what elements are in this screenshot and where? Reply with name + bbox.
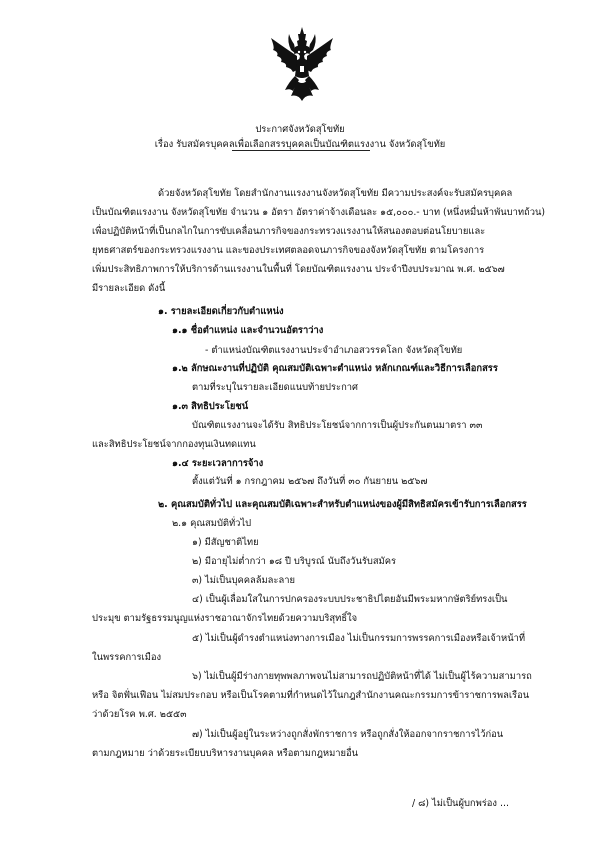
- qualification-item-5-line-2: ในพรรคการเมือง: [92, 652, 162, 663]
- qualification-item-6-line-3: ว่าด้วยโรค พ.ศ. ๒๕๕๓: [92, 709, 187, 720]
- intro-line-1: ด้วยจังหวัดสุโขทัย โดยสำนักงานแรงงานจังหวัดสุโขทัย มีความประสงค์จะรับสมัครบุคคล: [158, 188, 513, 199]
- qualification-item-6-line-1: ๖) ไม่เป็นผู้มีร่างกายทุพพลภาพจนไม่สามารถปฏิบัติหน้าที่ได้ ไม่เป็นผู้ไร้ความสามารถ: [192, 671, 532, 682]
- qualification-item-5-line-1: ๕) ไม่เป็นผู้ดำรงตำแหน่งทางการเมือง ไม่เป็นกรรมการพรรคการเมืองหรือเจ้าหน้าที่: [192, 633, 526, 644]
- qualification-item-1: ๑) มีสัญชาติไทย: [192, 537, 259, 548]
- intro-line-3: เพื่อปฏิบัติหน้าที่เป็นกลไกในการขับเคลื่อนภารกิจของกระทรวงแรงงานให้สนองตอบต่อนโยบายและ: [92, 226, 486, 237]
- section-1-heading: ๑. รายละเอียดเกี่ยวกับตำแหน่ง: [158, 306, 284, 317]
- section-1-3-heading: ๑.๓ สิทธิประโยชน์: [172, 401, 249, 412]
- qualification-item-3: ๓) ไม่เป็นบุคคลล้มละลาย: [192, 575, 295, 586]
- qualification-item-7-line-1: ๗) ไม่เป็นผู้อยู่ในระหว่างถูกสั่งพักราชการ หรือถูกสั่งให้ออกจากราชการไว้ก่อน: [192, 729, 504, 740]
- section-1-4-text: ตั้งแต่วันที่ ๑ กรกฎาคม ๒๕๖๗ ถึงวันที่ ๓๐ กันยายน ๒๕๖๗: [192, 476, 428, 487]
- qualification-item-6-line-2: หรือ จิตฟั่นเฟือน ไม่สมประกอบ หรือเป็นโรคตามที่กำหนดไว้ในกฎสำนักงานคณะกรรมการข้าราชการพลเรือน: [92, 690, 530, 701]
- section-1-1-text: - ตำแหน่งบัณฑิตแรงงานประจำอำเภอสวรรคโลก จังหวัดสุโขทัย: [205, 345, 463, 356]
- section-2-1-heading: ๒.๑ คุณสมบัติทั่วไป: [172, 518, 252, 529]
- announcement-title: ประกาศจังหวัดสุโขทัย: [255, 124, 345, 135]
- section-1-2-text: ตามที่ระบุในรายละเอียดแนบท้ายประกาศ: [192, 382, 358, 393]
- section-1-2-heading: ๑.๒ ลักษณะงานที่ปฏิบัติ คุณสมบัติเฉพาะตำแหน่ง หลักเกณฑ์และวิธีการเลือกสรร: [172, 363, 498, 374]
- qualification-item-4-line-2: ประมุข ตามรัฐธรรมนูญแห่งราชอาณาจักรไทยด้วยความบริสุทธิ์ใจ: [92, 613, 358, 624]
- section-1-4-heading: ๑.๔ ระยะเวลาการจ้าง: [172, 458, 264, 469]
- qualification-item-4-line-1: ๔) เป็นผู้เลื่อมใสในการปกครองระบบประชาธิปไตยอันมีพระมหากษัตริย์ทรงเป็น: [192, 594, 508, 605]
- intro-line-6: มีรายละเอียด ดังนี้: [92, 283, 166, 294]
- intro-line-4: ยุทธศาสตร์ของกระทรวงแรงงาน และของประเทศตลอดจนภารกิจของจังหวัดสุโขทัย ตามโครงการ: [92, 245, 485, 256]
- section-2-heading: ๒. คุณสมบัติทั่วไป และคุณสมบัติเฉพาะสำหรับตำแหน่งของผู้มีสิทธิสมัครเข้ารับการเลือกสรร: [158, 499, 527, 510]
- section-1-3-line-1: บัณฑิตแรงงานจะได้รับ สิทธิประโยชน์จากการเป็นผู้ประกันตนมาตรา ๓๓: [192, 420, 483, 431]
- intro-line-5: เพิ่มประสิทธิภาพการให้บริการด้านแรงงานในพื้นที่ โดยบัณฑิตแรงงาน ประจำปีงบประมาณ พ.ศ. ๒๕๖๗: [92, 264, 505, 275]
- section-1-3-line-2: และสิทธิประโยชน์จากกองทุนเงินทดแทน: [92, 439, 256, 450]
- garuda-emblem-icon: [269, 26, 335, 102]
- continuation-note: / ๘) ไม่เป็นผู้บกพร่อง ...: [412, 798, 509, 809]
- qualification-item-2: ๒) มีอายุไม่ต่ำกว่า ๑๘ ปี บริบูรณ์ นับถึงวันรับสมัคร: [192, 556, 397, 567]
- announcement-subject: เรื่อง รับสมัครบุคคลเพื่อเลือกสรรบุคคลเป็นบัณฑิตแรงงาน จังหวัดสุโขทัย: [154, 139, 446, 150]
- intro-line-2: เป็นบัณฑิตแรงงาน จังหวัดสุโขทัย จำนวน ๑ อัตรา อัตราค่าจ้างเดือนละ ๑๕,๐๐๐.- บาท (หนึ่งหมื่นห้าพันบาทถ้วน): [92, 207, 546, 218]
- qualification-item-7-line-2: ตามกฎหมาย ว่าด้วยระเบียบบริหารงานบุคคล หรือตามกฎหมายอื่น: [92, 748, 359, 759]
- title-divider: [232, 150, 370, 151]
- section-1-1-heading: ๑.๑ ชื่อตำแหน่ง และจำนวนอัตราว่าง: [172, 325, 324, 336]
